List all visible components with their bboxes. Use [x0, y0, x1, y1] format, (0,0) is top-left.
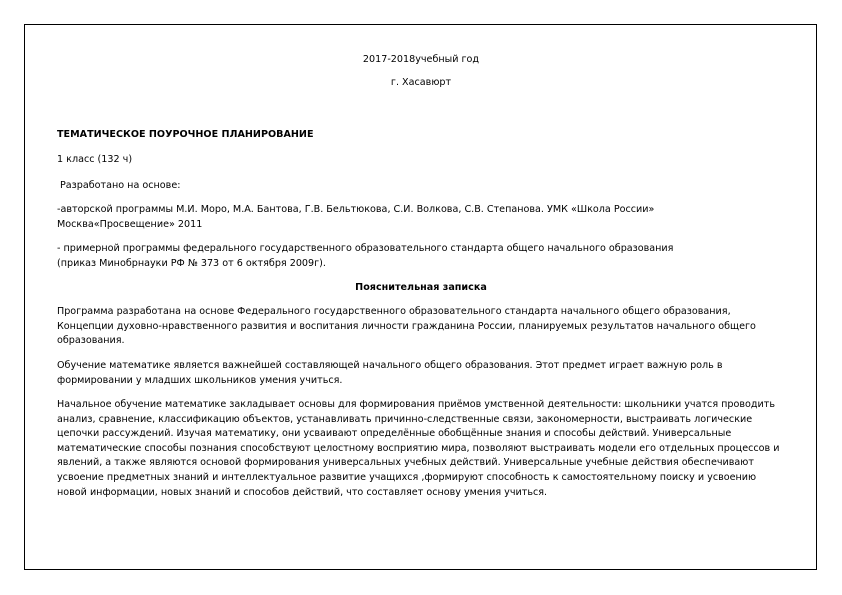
author-program-line2: Москва«Просвещение» 2011: [57, 219, 203, 230]
school-year: 2017-2018учебный год: [362, 54, 480, 65]
section-title: Пояснительная записка: [355, 282, 487, 293]
author-program-line1: -авторской программы М.И. Моро, М.А. Бантова, Г.В. Бельтюкова, С.И. Волкова, С.В. Степанова. УМК «Школа России»: [57, 204, 655, 215]
city: г. Хасавюрт: [390, 77, 452, 88]
based-on-label: Разработано на основе:: [60, 180, 181, 191]
paragraph-program-basis: Программа разработана на основе Федерального государственного образовательного стандарта начального общего образования, Концепции духовно-нравственного развития и воспитания личности гражданина России, планируемых результатов начального общего образования.: [57, 306, 756, 347]
paragraph-math-foundations: Начальное обучение математике закладывает основы для формирования приёмов умственной деятельности: школьники учатся проводить анализ, сравнение, классификацию объектов, устанавливать причинно-следственные связи, закономерности, выстраивать логические цепочки рассуждений. Изучая математику, они усваивают определённые обобщённые знания и способы действий. Универсальные математические способы познания способствуют целостному восприятию мира, позволяют выстраивать модели его отдельных процессов и явлений, а также являются основой формирования универсальных учебных действий. Универсальные учебные действия обеспечивают усвоение предметных знаний и интеллектуальное развитие учащихся ,формируют способность к самостоятельному поиску и усвоению новой информации, новых знаний и способов действий, что составляет основу умения учиться.: [57, 399, 780, 498]
standard-program-line2: (приказ Минобрнауки РФ № 373 от 6 октября 2009г).: [57, 258, 326, 269]
document-title: ТЕМАТИЧЕСКОЕ ПОУРОЧНОЕ ПЛАНИРОВАНИЕ: [57, 129, 314, 140]
standard-program-line1: - примерной программы федерального государственного образовательного стандарта общего начального образования: [57, 243, 674, 254]
grade-hours: 1 класс (132 ч): [57, 154, 133, 165]
paragraph-math-importance: Обучение математике является важнейшей составляющей начального общего образования. Этот предмет играет важную роль в формировании у младших школьников умения учиться.: [57, 360, 723, 386]
